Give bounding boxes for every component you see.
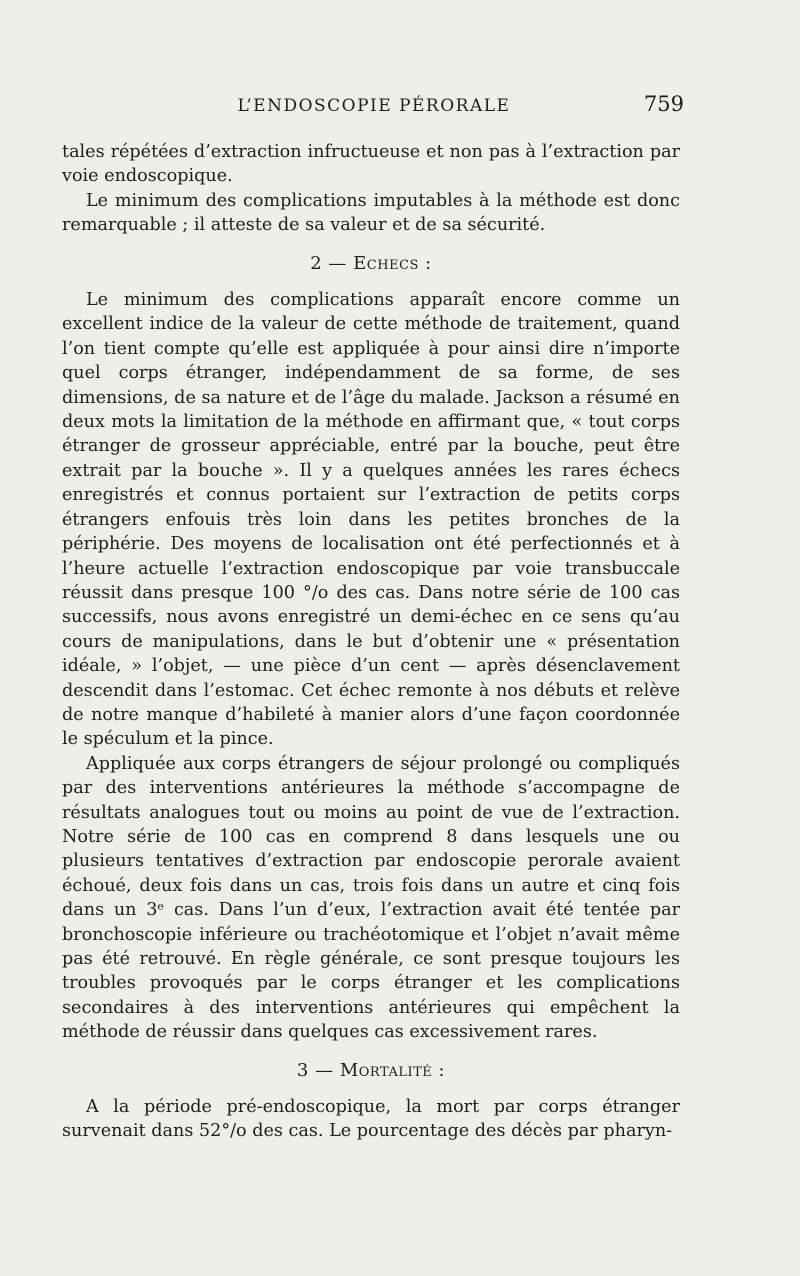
paragraph-mortalite: A la période pré-endoscopique, la mort par corps étranger survenait dans 52°/o des cas. Le pourcentage des décès par pharyn- <box>62 1097 680 1142</box>
running-title: L’ENDOSCOPIE PÉRORALE <box>237 96 511 116</box>
paragraph-minimum-complications: Le minimum des complications imputables à la méthode est donc remarquable ; il atteste de sa valeur et de sa sécurité. <box>62 190 680 236</box>
section-title: Echecs : <box>353 252 432 274</box>
section-heading-echecs <box>62 252 680 276</box>
page-number: 759 <box>643 92 684 116</box>
section-number: 3 — <box>296 1059 334 1081</box>
section-number: 2 — <box>310 252 347 274</box>
section-heading-mortalite <box>62 1059 680 1083</box>
page-header <box>64 92 684 120</box>
paragraph-corps-etrangers: Appliquée aux corps étrangers de séjour prolongé ou compliqués par des interventions antérieures la méthode s’accompagne de résultats analogues tout ou moins au point de vue de l’extraction. Notre série de 100 cas en comprend 8 dans lesquels une ou plusieurs tentatives d’extraction par endoscopie perorale avaient échoué, deux fois dans un cas, trois fois dans un autre et cinq fois dans un 3ᵉ cas. Dans l’un d’eux, l’extraction avait été tentée par bronchoscopie inférieure ou trachéotomique et l’objet n’avait même pas été retrouvé. En règle générale, ce sont presque toujours les troubles provoqués par le corps étranger et les complications secondaires à des interventions antérieures qui empêchent la méthode de réussir dans quelques cas excessivement rares. <box>62 753 680 1043</box>
section-title: Mortalité : <box>339 1059 446 1081</box>
paragraph-continuation: tales répétées d’extraction infructueuse et non pas à l’extraction par voie endoscopique. <box>62 142 680 187</box>
body-text <box>62 140 680 1144</box>
paragraph-echecs: Le minimum des complications apparaît encore comme un excellent indice de la valeur de cette méthode de traitement, quand l’on tient compte qu’elle est appliquée à pour ainsi dire n’importe quel corps étranger, indépendamment de sa forme, de ses dimensions, de sa nature et de l’âge du malade. Jackson a résumé en deux mots la limitation de la méthode en affirmant que, « tout corps étranger de grosseur appréciable, entré par la bouche, peut être extrait par la bouche ». Il y a quelques années les rares échecs enregistrés et connus portaient sur l’extraction de petits corps étrangers enfouis très loin dans les petites bronches de la périphérie. Des moyens de localisation ont été perfectionnés et à l’heure actuelle l’extraction endoscopique par voie transbuccale réussit dans presque 100 °/o des cas. Dans notre série de 100 cas successifs, nous avons enregistré un demi-échec en ce sens qu’au cours de manipulations, dans le but d’obtenir une « présentation idéale, » l’objet, — une pièce d’un cent — après désenclavement descendit dans l’estomac. Cet échec remonte à nos débuts et relève de notre manque d’habileté à manier alors d’une façon coordonnée le spéculum et la pince. <box>62 290 680 750</box>
